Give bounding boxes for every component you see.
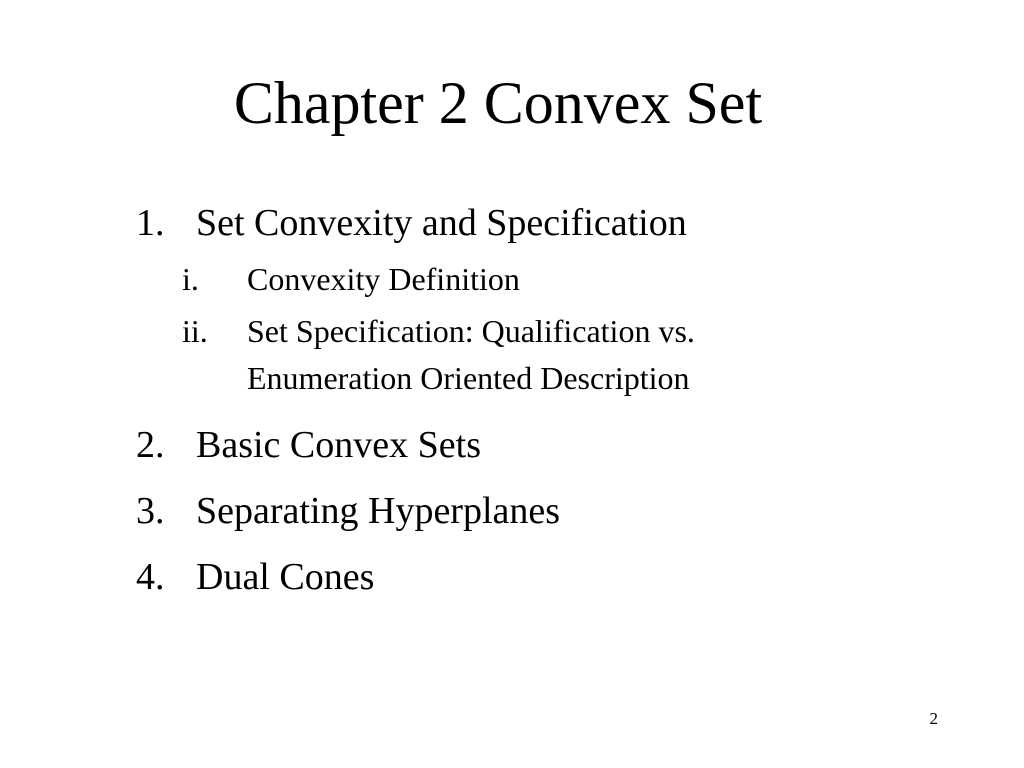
outline-item-4	[136, 554, 956, 600]
outline-item-number: 1.	[136, 202, 165, 244]
sub-item-number: i.	[182, 261, 199, 297]
sub-item-label-line-1: Set Specification: Qualification vs.	[247, 313, 695, 349]
sub-item-i	[136, 256, 956, 303]
outline-item-label: Set Convexity and Specification	[196, 202, 687, 244]
outline-item-number: 4.	[136, 556, 165, 598]
sub-item-label: Convexity Definition	[247, 261, 520, 297]
sub-item-ii	[136, 308, 956, 402]
outline-item-number: 2.	[136, 424, 165, 466]
outline-list	[136, 200, 956, 600]
outline-item-1	[136, 200, 956, 246]
outline-item-label: Basic Convex Sets	[196, 424, 481, 466]
page-number: 2	[929, 709, 938, 728]
outline-item-label: Separating Hyperplanes	[196, 490, 561, 532]
outline-item-3	[136, 488, 956, 534]
sub-item-number: ii.	[182, 313, 208, 349]
sub-item-label-line-2: Enumeration Oriented Description	[247, 360, 690, 396]
outline-item-2	[136, 422, 956, 468]
outline-item-number: 3.	[136, 490, 165, 532]
slide-title: Chapter 2 Convex Set	[233, 70, 763, 136]
outline-item-label: Dual Cones	[196, 556, 375, 598]
sub-list	[136, 256, 956, 402]
